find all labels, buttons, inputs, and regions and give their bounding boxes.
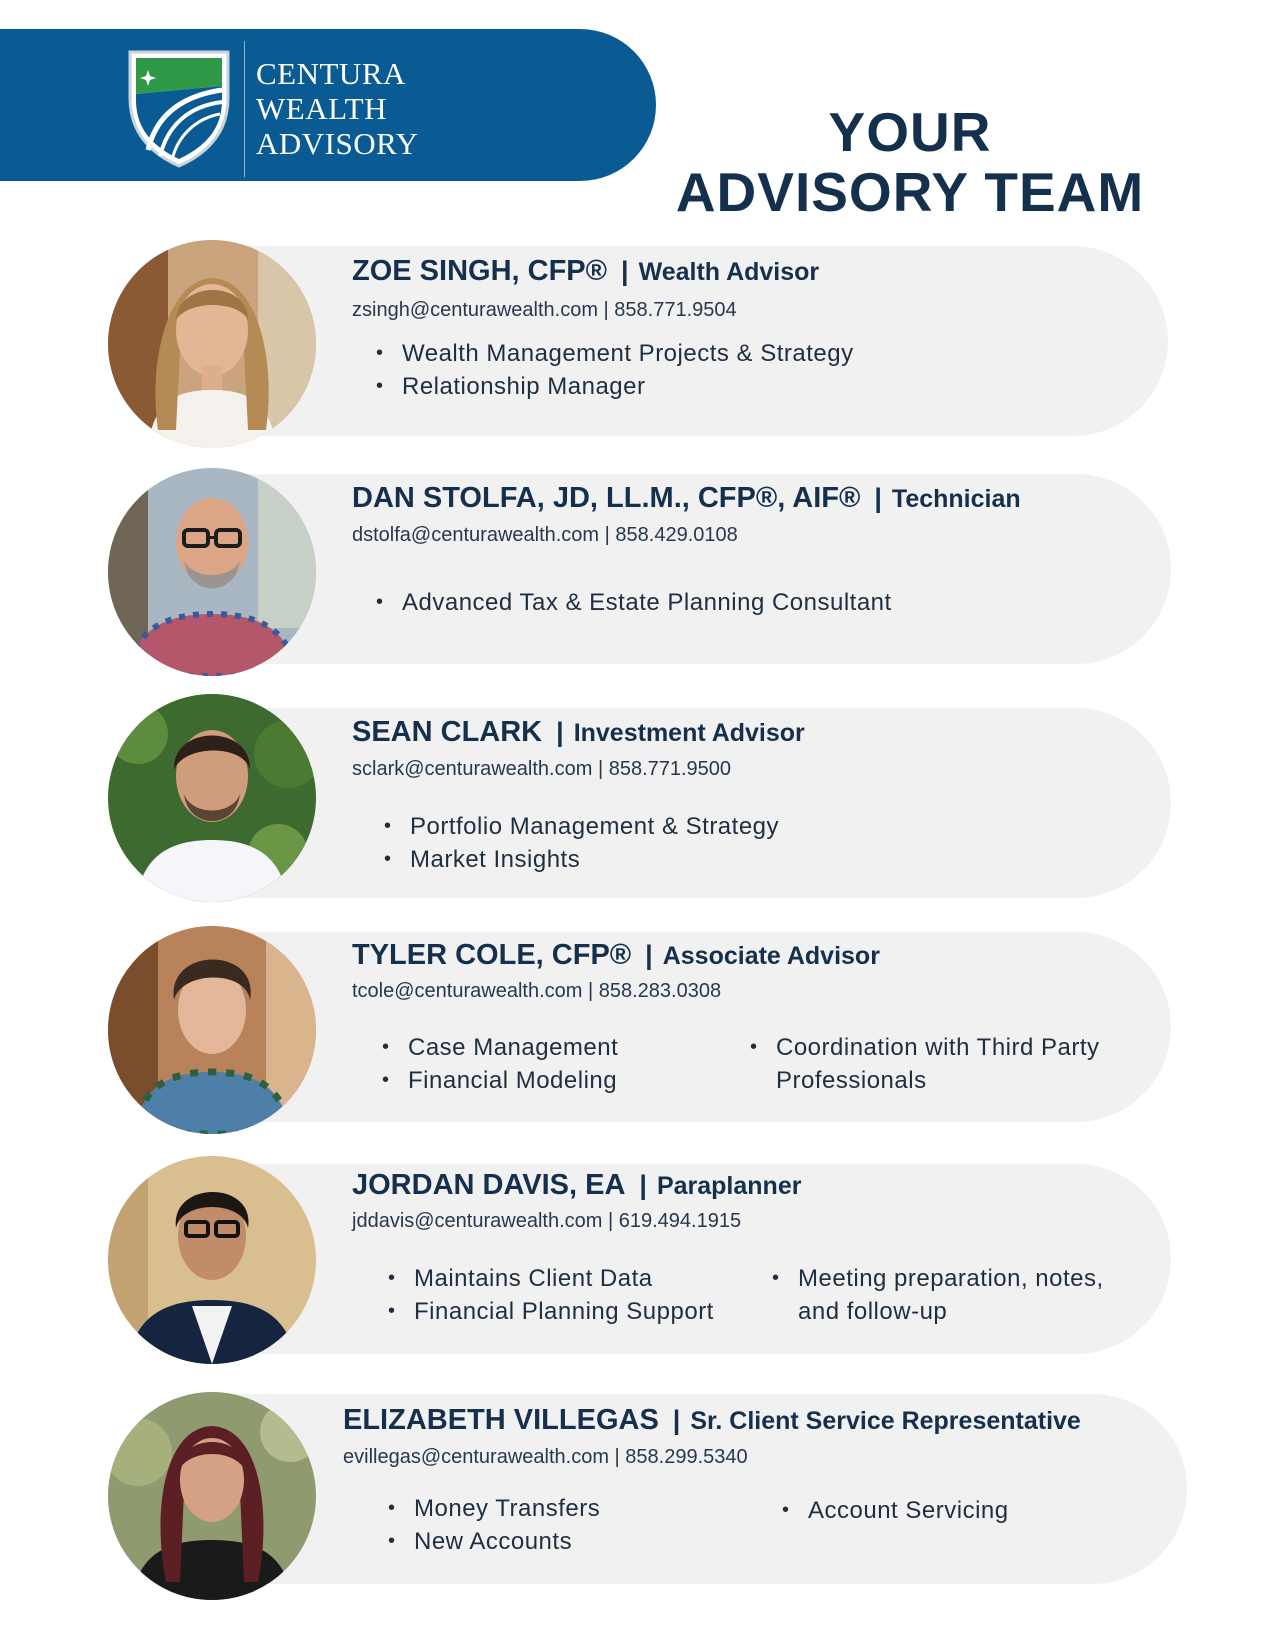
heading-separator: | [639,1170,647,1200]
list-item: • Account Servicing [782,1494,1009,1527]
list-item: • Money Transfers [388,1492,600,1525]
page-title [660,102,1160,222]
list-item: • Portfolio Management & Strategy [384,810,779,843]
list-item: • Coordination with Third Party [750,1031,1100,1064]
team-member-contact: dstolfa@centurawealth.com | 858.429.0108 [352,524,738,546]
team-member-name: DAN STOLFA, JD, LL.M., CFP®, AIF® [352,482,861,514]
list-item: • Advanced Tax & Estate Planning Consultant [376,586,892,619]
team-member-heading [352,939,880,972]
team-member-name: ELIZABETH VILLEGAS [343,1404,659,1436]
brand-wordmark [256,56,418,161]
avatar [108,1156,316,1364]
responsibility-list [388,1262,714,1328]
team-member-heading [343,1404,1081,1437]
logo-divider [244,41,245,177]
responsibility-list-secondary [782,1494,1009,1527]
brand-line-3: ADVISORY [256,126,419,161]
team-member-contact: sclark@centurawealth.com | 858.771.9500 [352,758,732,780]
team-member-name: TYLER COLE, CFP® [352,939,632,971]
brand-line-1: CENTURA [256,56,406,91]
team-member-role: Associate Advisor [662,942,880,970]
list-item: • Financial Modeling [382,1064,618,1097]
responsibility-list [382,1031,618,1097]
heading-separator: | [621,256,629,286]
avatar [108,240,316,448]
responsibility-list [376,586,892,619]
team-member-role: Paraplanner [656,1172,802,1200]
shield-logo-icon [126,46,232,170]
responsibility-list [376,337,854,403]
team-member-role: Sr. Client Service Representative [690,1407,1081,1435]
heading-separator: | [556,717,564,747]
list-item: • Case Management [382,1031,618,1064]
brand-line-2: WEALTH [256,91,387,126]
list-item-continued: Professionals [776,1067,927,1094]
list-item: • New Accounts [388,1525,600,1558]
heading-separator: | [874,483,882,513]
list-item: • Market Insights [384,843,779,876]
team-member-role: Wealth Advisor [638,258,820,286]
heading-separator: | [672,1405,681,1435]
avatar [108,468,316,676]
team-member-contact: tcole@centurawealth.com | 858.283.0308 [352,980,722,1002]
page-title-line-2: ADVISORY TEAM [675,161,1145,223]
team-member-contact: evillegas@centurawealth.com | 858.299.5340 [343,1446,748,1468]
avatar [108,1392,316,1600]
list-item: • Meeting preparation, notes, [772,1262,1104,1295]
list-item: • Maintains Client Data [388,1262,714,1295]
page-title-line-1: YOUR [828,101,992,163]
heading-separator: | [645,940,653,970]
team-member-heading [352,716,805,749]
list-item: • Wealth Management Projects & Strategy [376,337,854,370]
list-item-continued: and follow-up [798,1298,948,1325]
team-member-name: SEAN CLARK [352,716,543,748]
list-item: • Financial Planning Support [388,1295,714,1328]
avatar [108,694,316,902]
team-member-name: JORDAN DAVIS, EA [352,1169,626,1201]
responsibility-list-secondary [772,1262,1104,1328]
responsibility-list [384,810,779,876]
team-member-heading [352,1169,801,1202]
responsibility-list [388,1492,600,1558]
team-member-role: Investment Advisor [573,719,805,747]
team-member-contact: zsingh@centurawealth.com | 858.771.9504 [352,299,737,321]
avatar [108,926,316,1134]
team-member-heading [352,255,819,288]
team-member-name: ZOE SINGH, CFP® [352,255,607,287]
list-item: • Relationship Manager [376,370,854,403]
team-member-contact: jddavis@centurawealth.com | 619.494.1915 [352,1210,742,1232]
responsibility-list-secondary [750,1031,1100,1097]
team-member-role: Technician [891,485,1021,513]
team-member-heading [352,482,1021,515]
